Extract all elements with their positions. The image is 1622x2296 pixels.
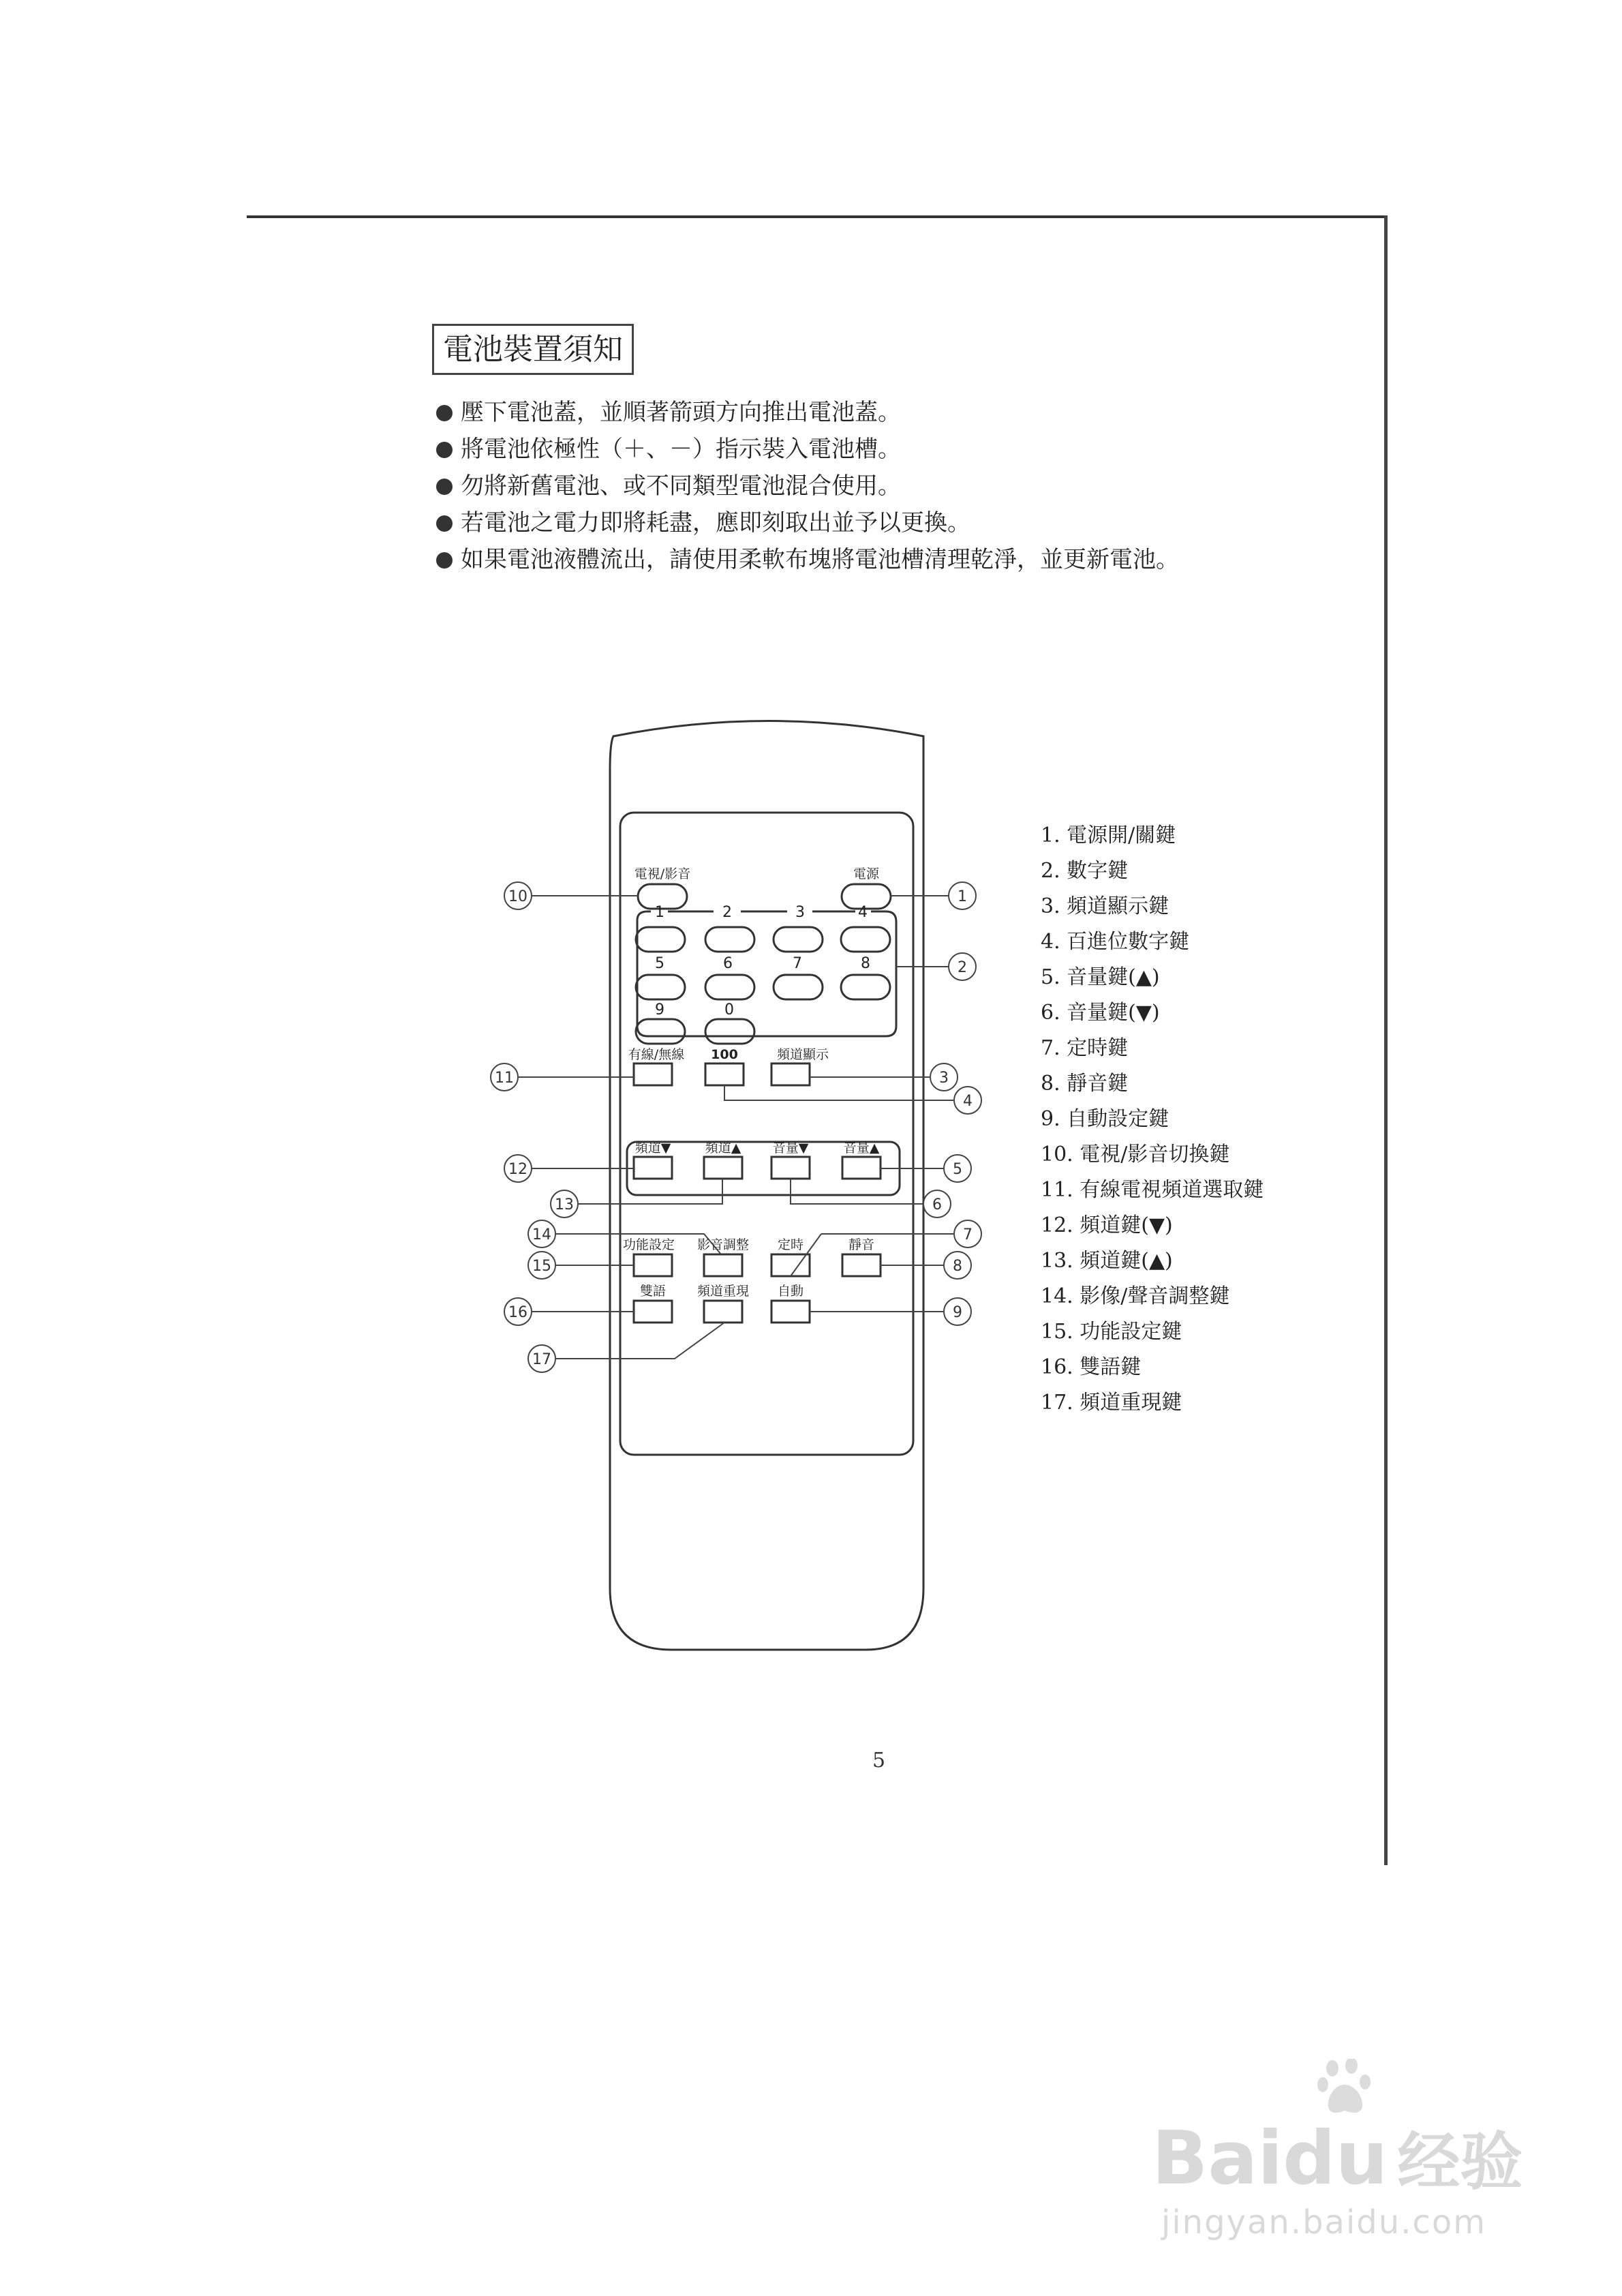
auto-button[interactable] [771,1301,810,1323]
hundred-button[interactable] [705,1063,744,1085]
digit-4-button[interactable] [841,927,890,952]
callout-3: 3 [939,1070,949,1087]
callout-17: 17 [532,1351,551,1368]
callout-15: 15 [532,1258,551,1275]
key-legend-item: 14. 影像/聲音調整鍵 [1041,1284,1230,1308]
key-legend-item: 5. 音量鍵(▲) [1041,965,1160,989]
note-item: 若電池之電力即將耗盡，應即刻取出並予以更換。 [436,504,1179,541]
key-legend-item: 4. 百進位數字鍵 [1041,930,1190,954]
key-legend-item: 3. 頻道顯示鍵 [1041,894,1169,918]
baidu-watermark [1152,2059,1533,2241]
paw-icon [1317,2059,1372,2117]
recall-button[interactable] [704,1301,742,1323]
key-legend-item: 10. 電視/影音切換鍵 [1041,1143,1230,1166]
channel-down-button[interactable] [634,1157,672,1179]
digit-9-button[interactable] [636,1019,685,1044]
note-item: 如果電池液體流出，請使用柔軟布塊將電池槽清理乾淨，並更新電池。 [436,541,1179,578]
digit-6-button[interactable] [705,975,754,999]
key-legend-item: 2. 數字鍵 [1041,859,1129,883]
label-volume-up: 音量▲ [843,1141,880,1155]
callout-1: 1 [958,888,967,905]
watermark-brand: Baidu 经验 [1152,2116,1523,2201]
note-item: 將電池依極性（＋、－）指示裝入電池槽。 [436,431,1179,468]
note-item: 勿將新舊電池、或不同類型電池混合使用。 [436,468,1179,504]
callout-2: 2 [958,959,967,976]
label-channel-down: 頻道▼ [634,1141,671,1155]
digit-label-1: 1 [655,904,664,921]
label-cable: 有線/無線 [628,1047,685,1062]
battery-heading: 電池裝置須知 [432,324,634,375]
volume-down-button[interactable] [771,1157,810,1179]
callout-9: 9 [953,1304,962,1321]
key-legend-item: 1. 電源開/關鍵 [1041,824,1176,847]
digit-label-8: 8 [861,955,870,972]
digit-7-button[interactable] [774,975,823,999]
digit-label-7: 7 [793,955,802,972]
key-legend-item: 15. 功能設定鍵 [1041,1320,1182,1344]
callout-14: 14 [532,1226,551,1243]
digit-label-9: 9 [655,1001,664,1018]
key-legend-item: 13. 頻道鍵(▲) [1041,1249,1173,1273]
cable-button[interactable] [634,1063,672,1085]
digit-5-button[interactable] [636,975,685,999]
channel-up-button[interactable] [704,1157,742,1179]
key-legend-item: 7. 定時鍵 [1041,1036,1129,1060]
digit-label-0: 0 [724,1001,734,1018]
key-legend-item: 17. 頻道重現鍵 [1041,1391,1182,1415]
callout-circles [491,882,981,1372]
digit-label-3: 3 [795,904,805,921]
digit-3-button[interactable] [774,927,823,952]
callout-12: 12 [508,1161,527,1178]
remote-body [610,721,923,1650]
key-legend-item: 6. 音量鍵(▼) [1041,1001,1160,1025]
callout-7: 7 [963,1226,973,1243]
digit-0-button[interactable] [705,1019,754,1044]
callout-13: 13 [555,1196,574,1213]
key-legend-item: 8. 靜音鍵 [1041,1072,1129,1096]
volume-up-button[interactable] [842,1157,881,1179]
callout-16: 16 [508,1304,527,1321]
digit-2-button[interactable] [705,927,754,952]
label-volume-down: 音量▼ [772,1141,809,1155]
digit-1-button[interactable] [636,927,685,952]
callout-11: 11 [495,1070,514,1087]
label-recall: 頻道重現 [697,1284,750,1299]
label-tv-av: 電視/影音 [634,866,691,881]
page-number: 5 [872,1749,886,1772]
digit-label-5: 5 [655,955,664,972]
label-power: 電源 [853,866,880,881]
callout-5: 5 [953,1161,962,1178]
channel-display-button[interactable] [771,1063,810,1085]
key-legend [1041,818,1264,1421]
key-legend-item: 16. 雙語鍵 [1041,1355,1142,1379]
label-av-adjust: 影音調整 [697,1237,750,1252]
av-adjust-button[interactable] [704,1254,742,1276]
note-item: 壓下電池蓋，並順著箭頭方向推出電池蓋。 [436,394,1179,431]
bilingual-button[interactable] [634,1301,672,1323]
label-channel-up: 頻道▲ [705,1141,741,1155]
mute-button[interactable] [842,1254,881,1276]
label-channel-display: 頻道顯示 [776,1047,829,1062]
label-auto: 自動 [777,1284,804,1299]
callout-6: 6 [932,1196,942,1213]
function-button[interactable] [634,1254,672,1276]
label-hundred: 100 [711,1047,738,1062]
label-function: 功能設定 [622,1237,675,1252]
key-legend-item: 11. 有線電視頻道選取鍵 [1041,1178,1264,1202]
callout-4: 4 [963,1093,973,1110]
callout-10: 10 [508,888,527,905]
label-timer: 定時 [777,1237,804,1252]
digit-label-2: 2 [722,904,732,921]
label-mute: 靜音 [848,1237,875,1252]
key-legend-item: 12. 頻道鍵(▼) [1041,1213,1173,1237]
digit-label-4: 4 [858,904,868,921]
watermark-url: jingyan.baidu.com [1161,2203,1486,2241]
digit-8-button[interactable] [841,975,890,999]
digit-label-6: 6 [723,955,733,972]
key-legend-item: 9. 自動設定鍵 [1041,1107,1169,1131]
callout-8: 8 [953,1258,962,1275]
label-bilingual: 雙語 [639,1284,667,1299]
